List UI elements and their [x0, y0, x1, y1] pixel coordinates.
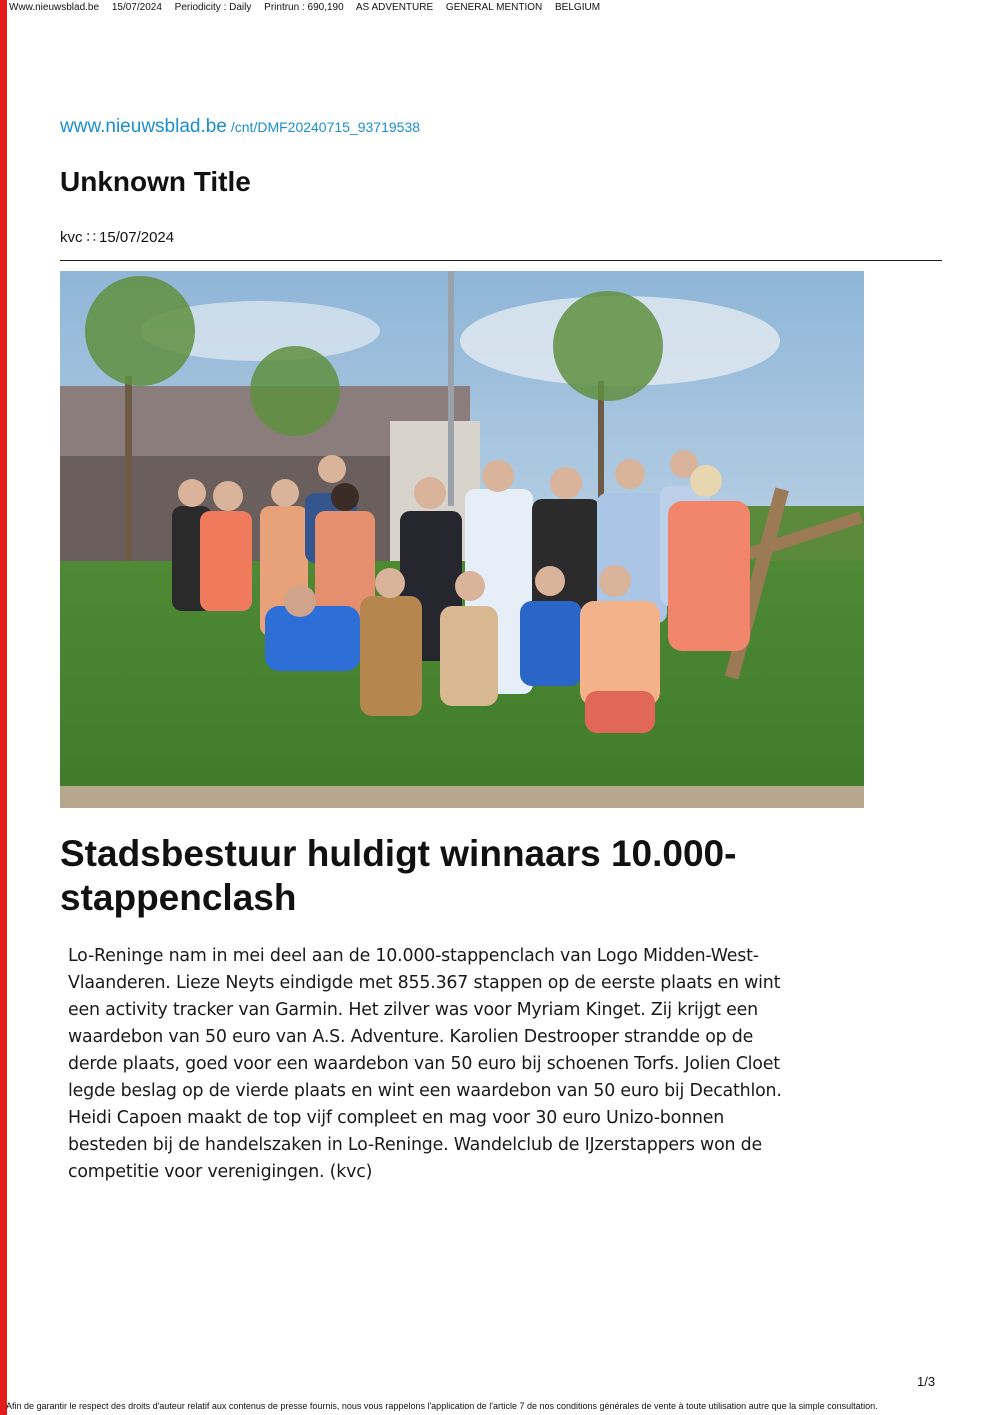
byline-date: 15/07/2024	[99, 229, 175, 246]
meta-printrun: Printrun : 690,190	[264, 2, 344, 13]
meta-source: Www.nieuwsblad.be	[9, 2, 100, 13]
meta-client: AS ADVENTURE	[355, 2, 434, 13]
page-number: 1/3	[917, 1374, 936, 1389]
url-path[interactable]: /cnt/DMF20240715_93719538	[230, 119, 421, 135]
article-headline: Stadsbestuur huldigt winnaars 10.000-stappenclash	[60, 833, 737, 918]
byline	[60, 228, 174, 246]
meta-mention: GENERAL MENTION	[445, 2, 543, 13]
byline-separator: ∷	[86, 229, 96, 246]
meta-date: 15/07/2024	[111, 2, 162, 13]
header-divider	[60, 260, 942, 261]
article-photo	[60, 271, 864, 808]
article-url[interactable]	[60, 116, 420, 138]
byline-author: kvc	[60, 229, 83, 246]
clipping-meta-header	[9, 2, 610, 13]
page-title: Unknown Title	[60, 166, 251, 197]
left-accent-bar	[0, 0, 7, 1415]
copyright-disclaimer: Afin de garantir le respect des droits d'auteur relatif aux contenus de presse fournis, nous vous rappelons l'application de l'article 7 de nos conditions générales de vente à toute utilisation autre que la simple consultation.	[6, 1401, 878, 1411]
meta-country: BELGIUM	[555, 2, 601, 13]
url-domain[interactable]: www.nieuwsblad.be	[60, 116, 227, 137]
article-body: Lo-Reninge nam in mei deel aan de 10.000-stappenclach van Logo Midden-West-Vlaanderen. Lieze Neyts eindigde met 855.367 stappen op de eerste plaats en wint een activity tracker van Garmin. Het zilver was voor Myriam Kinget. Zij krijgt een waardebon van 50 euro van A.S. Adventure. Karolien Destrooper strandde op de derde plaats, goed voor een waardebon van 50 euro bij schoenen Torfs. Jolien Cloet legde beslag op de vierde plaats en wint een waardebon van 50 euro bij Decathlon. Heidi Capoen maakt de top vijf compleet en mag voor 30 euro Unizo-bonnen besteden bij de handelszaken in Lo-Reninge. Wandelclub de IJzerstappers won de competitie voor verenigingen. (kvc)	[68, 946, 782, 1182]
meta-periodicity: Periodicity : Daily	[174, 2, 252, 13]
